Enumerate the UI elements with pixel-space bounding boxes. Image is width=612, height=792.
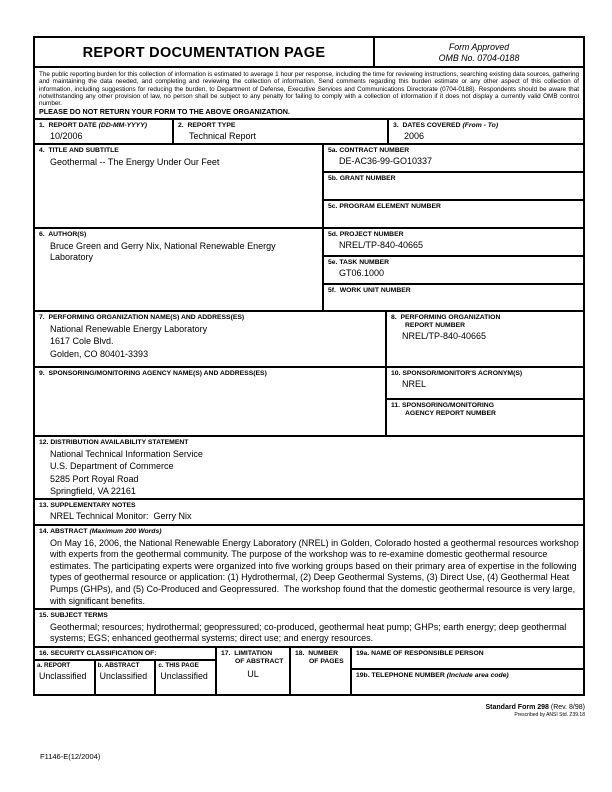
report-type-value: Technical Report	[189, 130, 257, 141]
subject-terms-value: Geothermal; resources; hydrothermal; geopressured; co-produced, geothermal heat pump; GHPs; earth energy; deep geothermal systems; EGS; enhanced geothermal systems; direct use; and energy resources.	[50, 622, 569, 644]
contract-number-label: 5a. CONTRACT NUMBER	[328, 147, 410, 155]
distribution-label: 12. DISTRIBUTION AVAILABILITY STATEMENT	[39, 439, 189, 447]
report-date-value: 10/2006	[50, 130, 83, 141]
field-2-report-type	[174, 120, 387, 143]
field-16a-report	[35, 661, 94, 694]
supplementary-notes-value: NREL Technical Monitor: Gerry Nix	[50, 511, 192, 522]
row-6-5def	[35, 229, 583, 310]
dates-covered-value: 2006	[404, 130, 425, 141]
security-this-page-value: Unclassified	[160, 670, 208, 681]
field-19b-telephone	[352, 670, 583, 694]
sponsoring-agency-label: 9. SPONSORING/MONITORING AGENCY NAME(S) AND ADDRESS(ES)	[39, 370, 267, 378]
field-1-report-date	[35, 120, 172, 143]
security-subcells	[35, 661, 215, 694]
sponsor-acronym-label: 10. SPONSOR/MONITOR'S ACRONYM(S)	[391, 370, 523, 378]
supplementary-notes-label: 13. SUPPLEMENTARY NOTES	[39, 502, 136, 510]
burden-text: The public reporting burden for this collection of information is estimated to average 1 hour per response, including the time for reviewing instructions, searching existing data sources, gathering and maintaining the data needed, and completing and reviewing the collection of information. Send comments regarding this burden estimate or any other aspect of this collection of information, including suggestions for reducing the burden, to Department of Defense, Executive Services and Communications Directorate (0704-0188). Respondents should be aware that notwithstanding any other provision of law, no person shall be subject to any penalty for failing to comply with a collection of information if it does not display a currently valid OMB control number.	[39, 71, 579, 108]
field-18-number-of-pages	[291, 648, 350, 694]
security-report-value: Unclassified	[39, 670, 87, 681]
field-5b-grant-number	[324, 173, 583, 199]
project-number-label: 5d. PROJECT NUMBER	[328, 231, 404, 239]
responsible-person-label: 19a. NAME OF RESPONSIBLE PERSON	[356, 649, 484, 657]
field-5f-work-unit-number	[324, 285, 583, 310]
performing-org-report-label: 8. PERFORMING ORGANIZATION	[391, 314, 501, 322]
form-approved-label: Form Approved	[448, 42, 510, 52]
task-number-label: 5e. TASK NUMBER	[328, 259, 390, 267]
field-5a-contract-number	[324, 145, 583, 171]
performing-org-report-label2: REPORT NUMBER	[405, 322, 466, 330]
standard-form-ref: Standard Form 298 (Rev. 8/98)	[485, 704, 585, 711]
limitation-value: UL	[247, 668, 259, 679]
field-15-subject-terms	[35, 610, 583, 646]
field-19a-responsible-person	[352, 648, 583, 668]
field-6-authors	[35, 229, 322, 310]
authors-value: Bruce Green and Gerry Nix, National Renewable Energy Laboratory	[50, 241, 279, 263]
field-8-performing-org-report	[387, 312, 583, 366]
field-12-distribution	[35, 437, 583, 498]
field-5c-program-element-number	[324, 201, 583, 227]
title-subtitle-label: 4. TITLE AND SUBTITLE	[39, 147, 119, 155]
security-report-label: a. REPORT	[37, 661, 71, 669]
form-header-row	[35, 38, 583, 66]
sf298-form	[33, 36, 585, 696]
col-19	[352, 648, 583, 694]
dates-covered-label: 3. DATES COVERED (From - To)	[393, 121, 499, 129]
field-16c-this-page	[156, 661, 215, 694]
field-14-abstract	[35, 526, 583, 609]
limitation-label2: OF ABSTRACT	[235, 657, 284, 665]
burden-statement	[35, 68, 583, 118]
contract-number-value: DE-AC36-99-GO10337	[339, 156, 433, 167]
omb-number: OMB No. 0704-0188	[438, 52, 520, 63]
program-element-label: 5c. PROGRAM ELEMENT NUMBER	[328, 203, 441, 211]
work-unit-label: 5f. WORK UNIT NUMBER	[328, 287, 411, 295]
field-17-limitation	[217, 648, 289, 694]
no-return-notice: PLEASE DO NOT RETURN YOUR FORM TO THE ABOVE ORGANIZATION.	[39, 107, 290, 117]
row-9-10-11	[35, 368, 583, 435]
row-16-19	[35, 648, 583, 694]
report-date-label: 1. REPORT DATE (DD-MM-YYYY)	[39, 121, 147, 129]
sponsor-acronym-value: NREL	[402, 379, 427, 390]
security-classification-label: 16. SECURITY CLASSIFICATION OF:	[35, 648, 215, 659]
authors-label: 6. AUTHOR(S)	[39, 231, 87, 239]
field-3-dates-covered	[389, 120, 583, 143]
row-1-3	[35, 120, 583, 143]
sponsor-report-label2: AGENCY REPORT NUMBER	[405, 410, 496, 418]
report-type-label: 2. REPORT TYPE	[178, 121, 236, 129]
performing-org-line: 1617 Cole Blvd.	[50, 336, 114, 347]
field-4-title-subtitle	[35, 145, 322, 227]
row-7-8	[35, 312, 583, 366]
form-approved-box	[375, 38, 583, 66]
col-5abc	[324, 145, 583, 227]
field-16-security-classification	[35, 648, 215, 694]
abstract-value: On May 16, 2006, the National Renewable Energy Laboratory (NREL) in Golden, Colorado hosted a geothermal resources workshop with experts from the geothermal community. The purpose of the workshop was to re-examine domestic geothermal resource estimates. The participating experts were organized into five working groups based on their primary area of expertise in the following types of geothermal resource or application: (1) Hydrothermal, (2) Deep Geothermal Systems, (3) Direct Use, (4) Geothermal Heat Pumps (GHPs), and (5) Co-Produced and Geopressured. The workshop found that the domestic geothermal resource is very large, with significant benefits.	[50, 537, 582, 606]
abstract-label: 14. ABSTRACT (Maximum 200 Words)	[39, 527, 162, 535]
subject-terms-label: 15. SUBJECT TERMS	[39, 612, 108, 620]
field-7-performing-org	[35, 312, 385, 366]
security-abstract-label: b. ABSTRACT	[97, 661, 140, 669]
security-abstract-value: Unclassified	[99, 670, 148, 681]
performing-org-label: 7. PERFORMING ORGANIZATION NAME(S) AND ADDRESS(ES)	[39, 314, 245, 322]
field-9-sponsoring-agency	[35, 368, 385, 435]
performing-org-line: Golden, CO 80401-3393	[50, 348, 149, 359]
form-footer	[486, 704, 585, 718]
security-this-page-label: c. THIS PAGE	[158, 661, 199, 669]
page-title: REPORT DOCUMENTATION PAGE	[35, 38, 373, 66]
telephone-label: 19b. TELEPHONE NUMBER (Include area code)	[356, 671, 509, 679]
grant-number-label: 5b. GRANT NUMBER	[328, 175, 396, 183]
distribution-line: Springfield, VA 22161	[50, 485, 136, 496]
project-number-value: NREL/TP-840-40665	[339, 240, 424, 251]
prescribed-by: Prescribed by ANSI Std. Z39.18	[514, 712, 585, 718]
field-10-sponsor-acronym	[387, 368, 583, 398]
distribution-line: National Technical Information Service	[50, 449, 203, 460]
task-number-value: GT06.1000	[339, 268, 385, 279]
limitation-label: 17. LIMITATION	[221, 649, 273, 657]
field-11-sponsor-report-number	[387, 400, 583, 435]
performing-org-report-value: NREL/TP-840-40665	[402, 331, 487, 342]
field-13-supplementary-notes	[35, 500, 583, 523]
field-5d-project-number	[324, 229, 583, 255]
title-subtitle-value: Geothermal -- The Energy Under Our Feet	[50, 157, 220, 168]
num-pages-label: 18. NUMBER	[295, 649, 339, 657]
sponsor-report-label: 11. SPONSORING/MONITORING	[391, 402, 494, 410]
col-5def	[324, 229, 583, 310]
document-code: F1146-E(12/2004)	[40, 752, 101, 761]
num-pages-label2: OF PAGES	[309, 657, 344, 665]
field-5e-task-number	[324, 257, 583, 283]
distribution-line: 5285 Port Royal Road	[50, 473, 139, 484]
field-16b-abstract	[96, 661, 155, 694]
performing-org-line: National Renewable Energy Laboratory	[50, 324, 208, 335]
distribution-line: U.S. Department of Commerce	[50, 461, 174, 472]
row-4-5abc	[35, 145, 583, 227]
col-10-11	[387, 368, 583, 435]
